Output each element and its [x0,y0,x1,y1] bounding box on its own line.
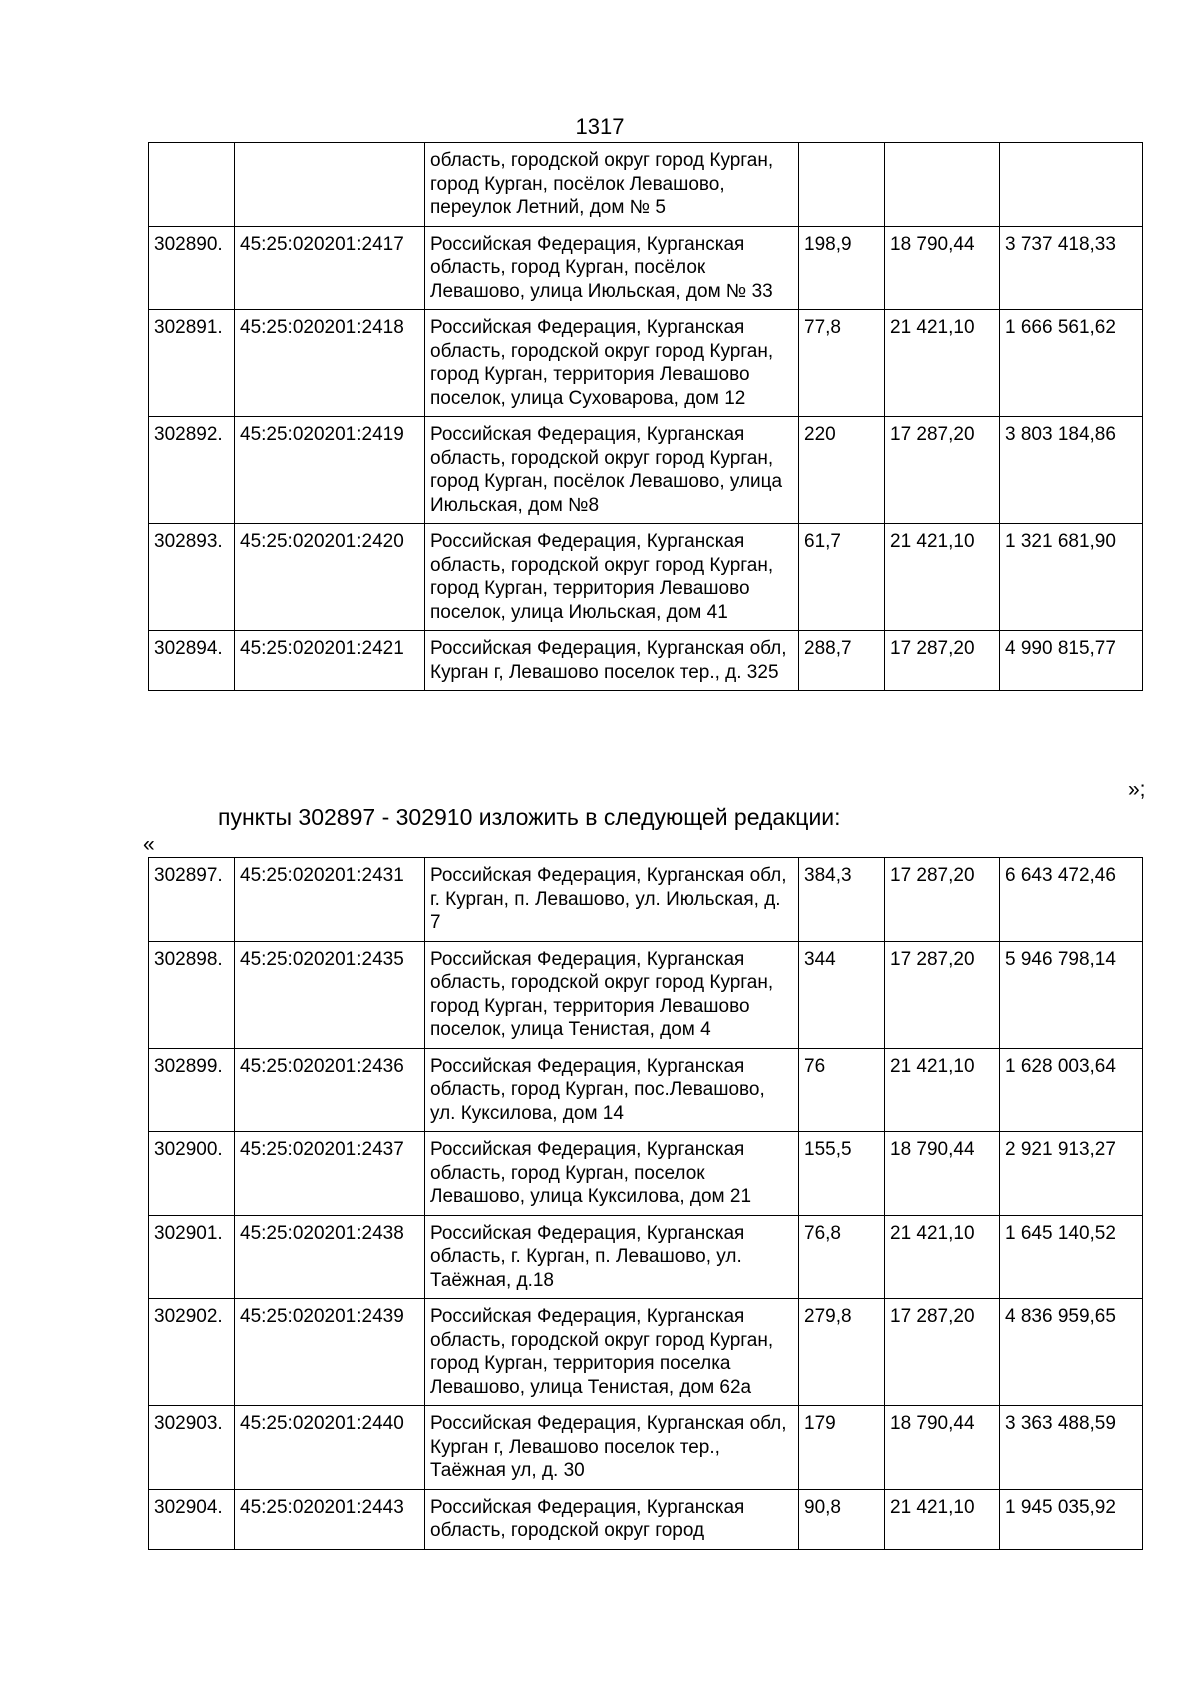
row-number-cell: 302892. [149,417,235,524]
cadastral-number-cell: 45:25:020201:2419 [235,417,425,524]
row-number-cell: 302893. [149,524,235,631]
unit-price-cell: 17 287,20 [885,1299,1000,1406]
area-cell: 384,3 [799,858,885,942]
cadastral-number-cell: 45:25:020201:2438 [235,1215,425,1299]
unit-price-cell: 21 421,10 [885,1215,1000,1299]
table-row [149,524,1143,631]
closing-quote: »; [1128,778,1146,801]
table-row [149,310,1143,417]
cadastral-number-cell: 45:25:020201:2435 [235,941,425,1048]
unit-price-cell [885,143,1000,227]
row-number-cell: 302894. [149,631,235,691]
area-cell: 76,8 [799,1215,885,1299]
table-row [149,941,1143,1048]
table-row [149,858,1143,942]
cadastral-value-cell: 1 945 035,92 [1000,1489,1143,1549]
row-number-cell: 302901. [149,1215,235,1299]
table-row [149,1299,1143,1406]
area-cell: 90,8 [799,1489,885,1549]
cadastral-number-cell: 45:25:020201:2436 [235,1048,425,1132]
amendment-instruction: пункты 302897 - 302910 изложить в следующей редакции: [218,804,841,830]
cadastral-value-cell: 3 737 418,33 [1000,226,1143,310]
cadastral-value-cell: 5 946 798,14 [1000,941,1143,1048]
address-cell: Российская Федерация, Курганская обл, Курган г, Левашово поселок тер., д. 325 [425,631,799,691]
cadastral-number-cell: 45:25:020201:2421 [235,631,425,691]
row-number-cell: 302903. [149,1406,235,1490]
row-number-cell: 302898. [149,941,235,1048]
unit-price-cell: 17 287,20 [885,941,1000,1048]
cadastral-value-cell: 6 643 472,46 [1000,858,1143,942]
row-number-cell: 302904. [149,1489,235,1549]
cadastral-number-cell: 45:25:020201:2437 [235,1132,425,1216]
row-number-cell: 302899. [149,1048,235,1132]
address-cell: Российская Федерация, Курганская обл, Курган г, Левашово поселок тер., Таёжная ул, д. 30 [425,1406,799,1490]
unit-price-cell: 17 287,20 [885,417,1000,524]
table-row [149,417,1143,524]
row-number-cell: 302900. [149,1132,235,1216]
cadastral-number-cell: 45:25:020201:2431 [235,858,425,942]
cadastral-value-cell: 1 645 140,52 [1000,1215,1143,1299]
area-cell: 179 [799,1406,885,1490]
area-cell: 288,7 [799,631,885,691]
table-row [149,1215,1143,1299]
table-row [149,1406,1143,1490]
row-number-cell: 302891. [149,310,235,417]
cadastral-value-cell [1000,143,1143,227]
unit-price-cell: 17 287,20 [885,631,1000,691]
address-cell: Российская Федерация, Курганская область, город Курган, пос.Левашово, ул. Куксилова, дом 14 [425,1048,799,1132]
cadastral-value-cell: 3 803 184,86 [1000,417,1143,524]
unit-price-cell: 18 790,44 [885,1132,1000,1216]
area-cell: 198,9 [799,226,885,310]
address-cell: Российская Федерация, Курганская область, городской округ город Курган, город Курган, посёлок Левашово, улица Июльская, дом №8 [425,417,799,524]
address-cell: Российская Федерация, Курганская область, городской округ город [425,1489,799,1549]
cadastral-number-cell: 45:25:020201:2420 [235,524,425,631]
area-cell: 77,8 [799,310,885,417]
cadastral-number-cell: 45:25:020201:2439 [235,1299,425,1406]
registry-table-continued [148,142,1143,691]
table-row [149,1048,1143,1132]
unit-price-cell: 17 287,20 [885,858,1000,942]
address-cell: Российская Федерация, Курганская область, городской округ город Курган, город Курган, территория Левашово поселок, улица Суховарова, дом 12 [425,310,799,417]
area-cell: 344 [799,941,885,1048]
area-cell [799,143,885,227]
unit-price-cell: 21 421,10 [885,524,1000,631]
table-row [149,1489,1143,1549]
unit-price-cell: 21 421,10 [885,1489,1000,1549]
page-number: 1317 [575,114,625,139]
cadastral-number-cell: 45:25:020201:2418 [235,310,425,417]
area-cell: 279,8 [799,1299,885,1406]
address-cell: Российская Федерация, Курганская обл, г. Курган, п. Левашово, ул. Июльская, д. 7 [425,858,799,942]
table-row [149,1132,1143,1216]
cadastral-value-cell: 1 628 003,64 [1000,1048,1143,1132]
area-cell: 155,5 [799,1132,885,1216]
table-row [149,631,1143,691]
cadastral-value-cell: 2 921 913,27 [1000,1132,1143,1216]
area-cell: 76 [799,1048,885,1132]
cadastral-number-cell: 45:25:020201:2443 [235,1489,425,1549]
table-row [149,143,1143,227]
cadastral-value-cell: 3 363 488,59 [1000,1406,1143,1490]
table-row [149,226,1143,310]
cadastral-value-cell: 1 321 681,90 [1000,524,1143,631]
address-cell: Российская Федерация, Курганская область, город Курган, посёлок Левашово, улица Июльская, дом № 33 [425,226,799,310]
row-number-cell [149,143,235,227]
cadastral-number-cell: 45:25:020201:2440 [235,1406,425,1490]
address-cell: Российская Федерация, Курганская область, город Курган, поселок Левашово, улица Куксилова, дом 21 [425,1132,799,1216]
registry-table-new [148,857,1143,1550]
address-cell: Российская Федерация, Курганская область, городской округ город Курган, город Курган, территория Левашово поселок, улица Тенистая, дом 4 [425,941,799,1048]
area-cell: 61,7 [799,524,885,631]
address-cell: область, городской округ город Курган, город Курган, посёлок Левашово, переулок Летний, дом № 5 [425,143,799,227]
row-number-cell: 302890. [149,226,235,310]
unit-price-cell: 21 421,10 [885,1048,1000,1132]
table-body [149,143,1143,691]
address-cell: Российская Федерация, Курганская область, городской округ город Курган, город Курган, территория поселка Левашово, улица Тенистая, дом 62а [425,1299,799,1406]
opening-quote: « [143,833,155,856]
address-cell: Российская Федерация, Курганская область, городской округ город Курган, город Курган, территория Левашово поселок, улица Июльская, дом 41 [425,524,799,631]
cadastral-value-cell: 4 836 959,65 [1000,1299,1143,1406]
cadastral-number-cell: 45:25:020201:2417 [235,226,425,310]
area-cell: 220 [799,417,885,524]
unit-price-cell: 21 421,10 [885,310,1000,417]
address-cell: Российская Федерация, Курганская область, г. Курган, п. Левашово, ул. Таёжная, д.18 [425,1215,799,1299]
row-number-cell: 302902. [149,1299,235,1406]
table-body [149,858,1143,1550]
cadastral-value-cell: 1 666 561,62 [1000,310,1143,417]
cadastral-value-cell: 4 990 815,77 [1000,631,1143,691]
cadastral-number-cell [235,143,425,227]
row-number-cell: 302897. [149,858,235,942]
unit-price-cell: 18 790,44 [885,1406,1000,1490]
unit-price-cell: 18 790,44 [885,226,1000,310]
